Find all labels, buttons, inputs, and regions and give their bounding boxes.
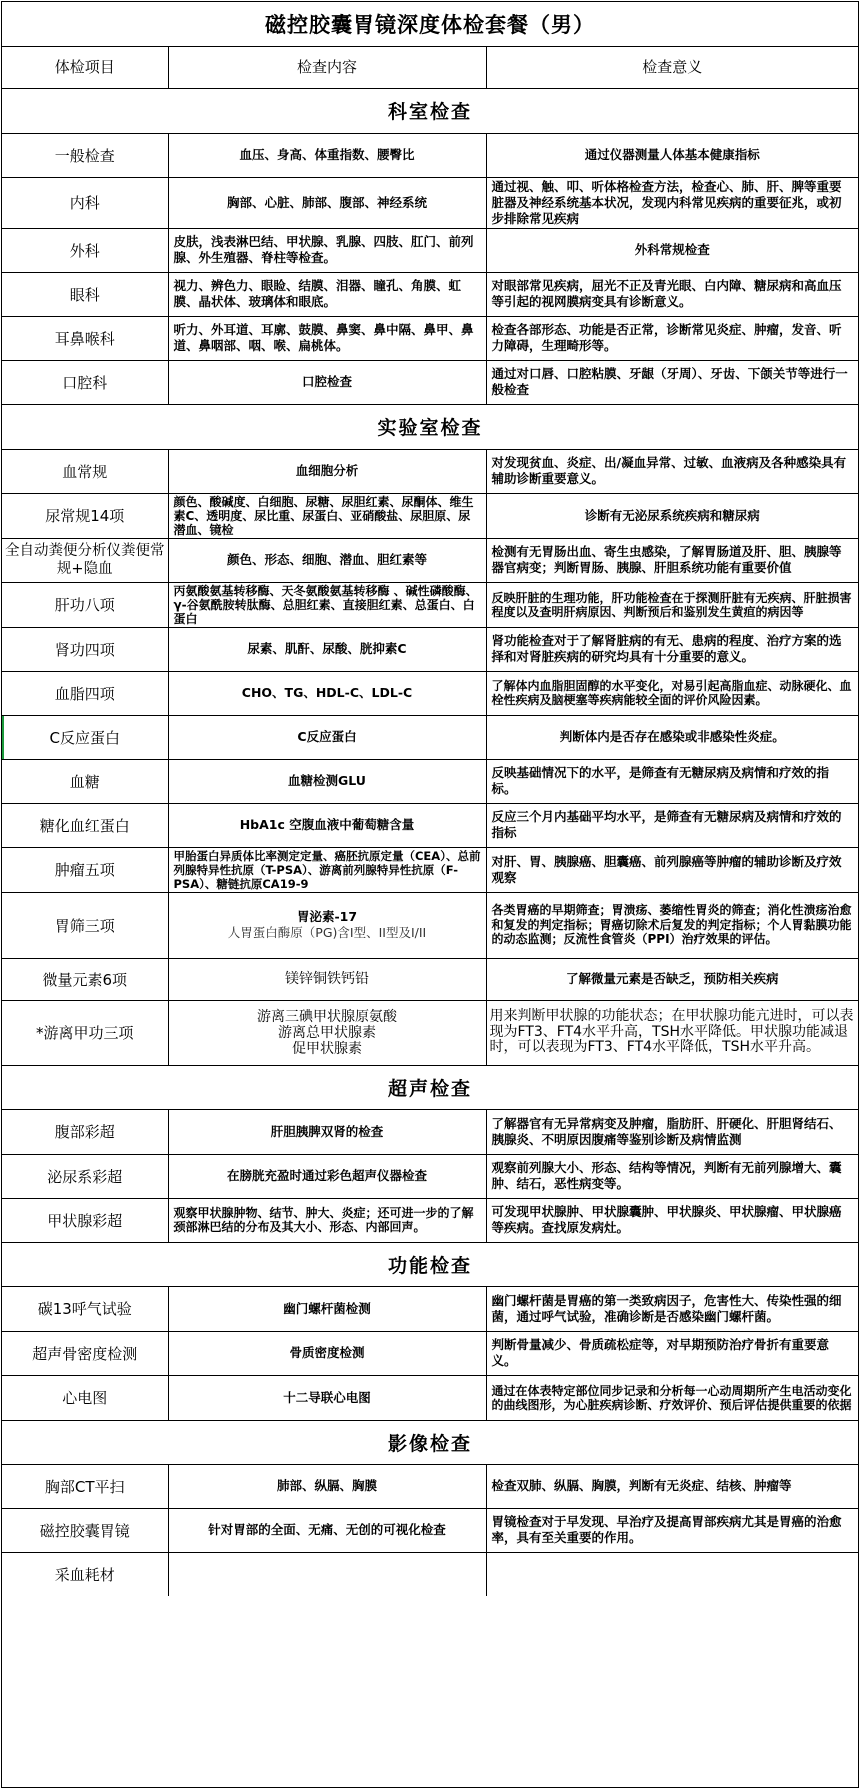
table-row <box>2 582 858 627</box>
item-cell: C反应蛋白 <box>2 715 168 759</box>
meaning-cell: 通过视、触、叩、听体格检查方法，检查心、肺、肝、脾等重要脏器及神经系统基本状况，发现内科常见疾病的重要征兆，或初步排除常见疾病 <box>486 177 858 228</box>
item-cell: 一般检查 <box>2 133 168 177</box>
table-row <box>2 1154 858 1198</box>
section-row <box>2 1065 858 1109</box>
item-cell: *游离甲功三项 <box>2 1000 168 1065</box>
item-cell: 泌尿系彩超 <box>2 1154 168 1198</box>
content-cell: C反应蛋白 <box>168 715 486 759</box>
content-cell: 针对胃部的全面、无痛、无创的可视化检查 <box>168 1508 486 1552</box>
section-imaging: 影像检查 <box>2 1420 858 1464</box>
table-header-row <box>2 46 858 88</box>
item-cell: 胃筛三项 <box>2 892 168 958</box>
table-row <box>2 316 858 360</box>
content-cell: 丙氨酸氨基转移酶、天冬氨酸氨基转移酶 、碱性磷酸酶、γ-谷氨酰胺转肽酶、总胆红素、直接胆红素、总蛋白、白蛋白 <box>168 582 486 627</box>
meaning-cell: 对肝、胃、胰腺癌、胆囊癌、前列腺癌等肿瘤的辅助诊断及疗效观察 <box>486 847 858 892</box>
item-cell: 磁控胶囊胃镜 <box>2 1508 168 1552</box>
content-cell: 口腔检查 <box>168 360 486 404</box>
section-row <box>2 1242 858 1286</box>
content-cell: 观察甲状腺肿物、结节、肿大、炎症；还可进一步的了解颈部淋巴结的分布及其大小、形态、内部回声。 <box>168 1198 486 1242</box>
content-cell: 骨质密度检测 <box>168 1331 486 1375</box>
meaning-cell: 了解体内血脂胆固醇的水平变化，对易引起高脂血症、动脉硬化、血栓性疾病及脑梗塞等疾病能较全面的评价风险因素。 <box>486 671 858 715</box>
table-row <box>2 1198 858 1242</box>
meaning-cell: 肾功能检查对于了解肾脏病的有无、患病的程度、治疗方案的选择和对肾脏疾病的研究均具有十分重要的意义。 <box>486 627 858 671</box>
table-row <box>2 1375 858 1420</box>
item-cell: 心电图 <box>2 1375 168 1420</box>
meaning-cell: 了解微量元素是否缺乏，预防相关疾病 <box>486 958 858 1000</box>
content-cell: 皮肤，浅表淋巴结、甲状腺、乳腺、四肢、肛门、前列腺、外生殖器、脊柱等检查。 <box>168 228 486 272</box>
meaning-cell: 判断体内是否存在感染或非感染性炎症。 <box>486 715 858 759</box>
item-cell: 尿常规14项 <box>2 493 168 538</box>
table-row <box>2 671 858 715</box>
item-cell: 采血耗材 <box>2 1552 168 1596</box>
content-cell: 肺部、纵膈、胸膜 <box>168 1464 486 1508</box>
table-row <box>2 958 858 1000</box>
header-content: 检查内容 <box>168 46 486 88</box>
meaning-cell: 反映肝脏的生理功能，肝功能检查在于探测肝脏有无疾病、肝脏损害程度以及查明肝病原因、判断预后和鉴别发生黄疸的病因等 <box>486 582 858 627</box>
item-cell: 外科 <box>2 228 168 272</box>
content-cell: 血压、身高、体重指数、腰臀比 <box>168 133 486 177</box>
content-cell: 视力、辨色力、眼睑、结膜、泪器、瞳孔、角膜、虹膜、晶状体、玻璃体和眼底。 <box>168 272 486 316</box>
section-lab: 实验室检查 <box>2 404 858 449</box>
meaning-cell: 判断骨量减少、骨质疏松症等，对早期预防治疗骨折有重要意义。 <box>486 1331 858 1375</box>
content-line: 胃泌素-17 <box>296 909 358 924</box>
item-cell: 血糖 <box>2 759 168 803</box>
table-row <box>2 847 858 892</box>
content-cell: CHO、TG、HDL-C、LDL-C <box>168 671 486 715</box>
table-row <box>2 1552 858 1596</box>
content-cell: 十二导联心电图 <box>168 1375 486 1420</box>
meaning-cell: 检查双肺、纵膈、胸膜，判断有无炎症、结核、肿瘤等 <box>486 1464 858 1508</box>
table-row <box>2 272 858 316</box>
item-cell: 内科 <box>2 177 168 228</box>
package-sheet <box>1 1 859 1788</box>
content-cell: 在膀胱充盈时通过彩色超声仪器检查 <box>168 1154 486 1198</box>
item-cell: 耳鼻喉科 <box>2 316 168 360</box>
table-row <box>2 228 858 272</box>
item-cell: 微量元素6项 <box>2 958 168 1000</box>
content-line: 人胃蛋白酶原（PG)含I型、II型及I/II <box>227 925 427 940</box>
content-cell: 血糖检测GLU <box>168 759 486 803</box>
meaning-cell: 检查各部形态、功能是否正常，诊断常见炎症、肿瘤，发音、听力障碍，生理畸形等。 <box>486 316 858 360</box>
header-item: 体检项目 <box>2 46 168 88</box>
table-row <box>2 177 858 228</box>
table-row <box>2 1286 858 1331</box>
item-cell: 腹部彩超 <box>2 1109 168 1154</box>
meaning-cell: 检测有无胃肠出血、寄生虫感染，了解胃肠道及肝、胆、胰腺等器官病变；判断胃肠、胰腺、肝胆系统功能有重要价值 <box>486 538 858 582</box>
item-cell: 口腔科 <box>2 360 168 404</box>
table-row <box>2 1508 858 1552</box>
meaning-cell: 反应三个月内基础平均水平，是筛查有无糖尿病及病情和疗效的指标 <box>486 803 858 847</box>
content-cell: 颜色、酸碱度、白细胞、尿糖、尿胆红素、尿酮体、维生素C、透明度、尿比重、尿蛋白、亚硝酸盐、尿胆原、尿潜血、镜检 <box>168 493 486 538</box>
item-cell: 眼科 <box>2 272 168 316</box>
item-cell: 肾功四项 <box>2 627 168 671</box>
table-row <box>2 1464 858 1508</box>
table-row <box>2 715 858 759</box>
content-cell: 颜色、形态、细胞、潜血、胆红素等 <box>168 538 486 582</box>
content-cell: 游离三碘甲状腺原氨酸 游离总甲状腺素 促甲状腺素 <box>168 1000 486 1065</box>
meaning-cell: 对发现贫血、炎症、出/凝血异常、过敏、血液病及各种感染具有辅助诊断重要意义。 <box>486 449 858 493</box>
meaning-cell: 胃镜检查对于早发现、早治疗及提高胃部疾病尤其是胃癌的治愈率，具有至关重要的作用。 <box>486 1508 858 1552</box>
exam-table <box>2 46 858 1596</box>
meaning-cell: 了解器官有无异常病变及肿瘤，脂肪肝、肝硬化、肝胆肾结石、胰腺炎、不明原因腹痛等鉴别诊断及病情监测 <box>486 1109 858 1154</box>
header-meaning: 检查意义 <box>486 46 858 88</box>
table-row <box>2 449 858 493</box>
meaning-cell: 各类胃癌的早期筛查；胃溃疡、萎缩性胃炎的筛查；消化性溃疡治愈和复发的判定指标；胃癌切除术后复发的判定指标；个人胃黏膜功能的动态监测；反流性食管炎（PPI）治疗效果的评估。 <box>486 892 858 958</box>
content-cell: 甲胎蛋白异质体比率测定定量、癌胚抗原定量（CEA）、总前列腺特异性抗原（T-PSA）、游离前列腺特异性抗原（F-PSA）、糖链抗原CA19-9 <box>168 847 486 892</box>
table-row <box>2 360 858 404</box>
table-row <box>2 803 858 847</box>
item-cell: 肝功八项 <box>2 582 168 627</box>
content-cell: 尿素、肌酐、尿酸、胱抑素C <box>168 627 486 671</box>
meaning-cell: 可发现甲状腺肿、甲状腺囊肿、甲状腺炎、甲状腺瘤、甲状腺癌等疾病。查找原发病灶。 <box>486 1198 858 1242</box>
content-cell: 肝胆胰脾双肾的检查 <box>168 1109 486 1154</box>
table-row <box>2 493 858 538</box>
meaning-cell: 通过在体表特定部位同步记录和分析每一心动周期所产生电活动变化的曲线图形，为心脏疾病诊断、疗效评价、预后评估提供重要的依据 <box>486 1375 858 1420</box>
table-row <box>2 133 858 177</box>
item-cell: 超声骨密度检测 <box>2 1331 168 1375</box>
section-row <box>2 1420 858 1464</box>
item-cell: 血常规 <box>2 449 168 493</box>
section-row <box>2 88 858 133</box>
item-cell: 血脂四项 <box>2 671 168 715</box>
content-cell <box>168 892 486 958</box>
item-cell: 甲状腺彩超 <box>2 1198 168 1242</box>
section-row <box>2 404 858 449</box>
item-cell: 胸部CT平扫 <box>2 1464 168 1508</box>
table-row <box>2 538 858 582</box>
meaning-cell: 通过仪器测量人体基本健康指标 <box>486 133 858 177</box>
content-cell: 听力、外耳道、耳廓、鼓膜、鼻窦、鼻中隔、鼻甲、鼻道、鼻咽部、咽、喉、扁桃体。 <box>168 316 486 360</box>
content-cell <box>168 1552 486 1596</box>
item-cell: 全自动粪便分析仪粪便常规+隐血 <box>2 538 168 582</box>
table-row <box>2 1109 858 1154</box>
content-cell: 血细胞分析 <box>168 449 486 493</box>
meaning-cell: 外科常规检查 <box>486 228 858 272</box>
table-row <box>2 759 858 803</box>
section-ultrasound: 超声检查 <box>2 1065 858 1109</box>
table-row <box>2 892 858 958</box>
table-row <box>2 1000 858 1065</box>
content-cell: 镁锌铜铁钙铅 <box>168 958 486 1000</box>
item-cell: 肿瘤五项 <box>2 847 168 892</box>
meaning-cell: 用来判断甲状腺的功能状态；在甲状腺功能亢进时，可以表现为FT3、FT4水平升高，TSH水平降低。甲状腺功能减退时，可以表现为FT3、FT4水平降低，TSH水平升高。 <box>486 1000 858 1065</box>
meaning-cell: 幽门螺杆菌是胃癌的第一类致病因子，危害性大、传染性强的细菌，通过呼气试验，准确诊断是否感染幽门螺杆菌。 <box>486 1286 858 1331</box>
meaning-cell: 对眼部常见疾病，屈光不正及青光眼、白内障、糖尿病和高血压等引起的视网膜病变具有诊断意义。 <box>486 272 858 316</box>
meaning-cell: 通过对口唇、口腔粘膜、牙龈（牙周）、牙齿、下颌关节等进行一般检查 <box>486 360 858 404</box>
meaning-cell: 观察前列腺大小、形态、结构等情况，判断有无前列腺增大、囊肿、结石，恶性病变等。 <box>486 1154 858 1198</box>
content-cell: HbA1c 空腹血液中葡萄糖含量 <box>168 803 486 847</box>
item-cell: 碳13呼气试验 <box>2 1286 168 1331</box>
section-dept: 科室检查 <box>2 88 858 133</box>
table-row <box>2 1331 858 1375</box>
document-title: 磁控胶囊胃镜深度体检套餐（男） <box>2 2 858 47</box>
table-row <box>2 627 858 671</box>
content-cell: 胸部、心脏、肺部、腹部、神经系统 <box>168 177 486 228</box>
meaning-cell: 诊断有无泌尿系统疾病和糖尿病 <box>486 493 858 538</box>
content-cell: 幽门螺杆菌检测 <box>168 1286 486 1331</box>
meaning-cell: 反映基础情况下的水平，是筛查有无糖尿病及病情和疗效的指标。 <box>486 759 858 803</box>
section-function: 功能检查 <box>2 1242 858 1286</box>
meaning-cell <box>486 1552 858 1596</box>
item-cell: 糖化血红蛋白 <box>2 803 168 847</box>
